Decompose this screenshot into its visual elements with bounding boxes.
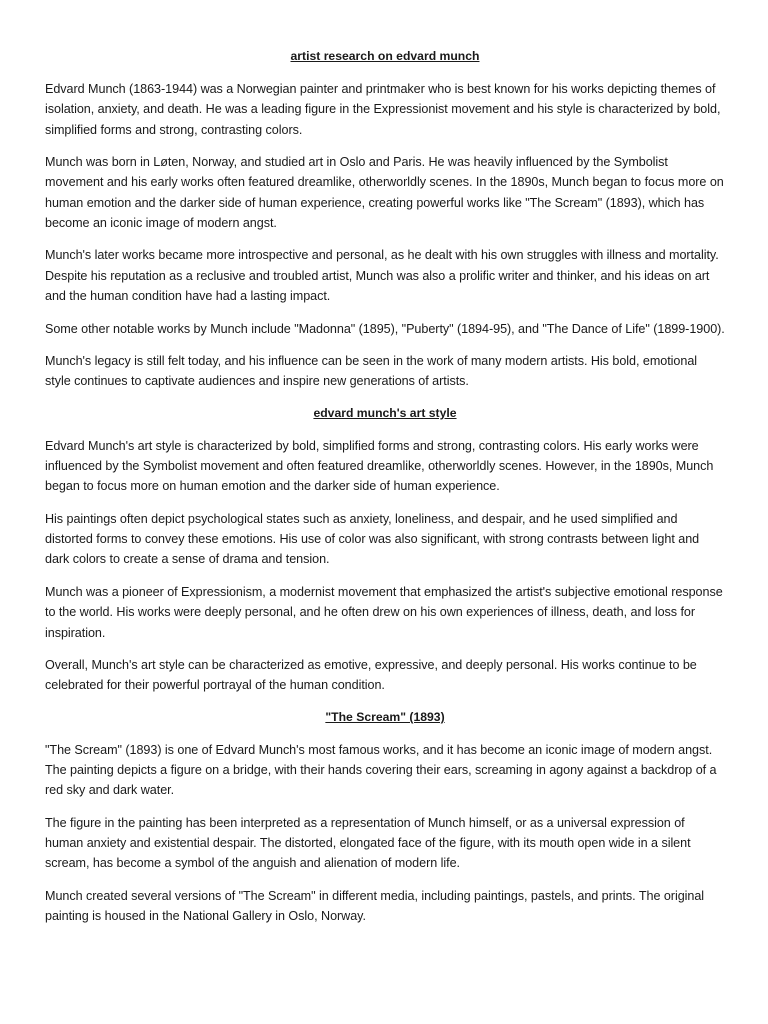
document-page [45,47,725,939]
paragraph: Munch's later works became more introspective and personal, as he dealt with his own struggles with illness and mortality. Despite his reputation as a reclusive and troubled artist, Munch was also a prolific writer and thinker, and his ideas on art and the human condition have had a lasting impact. [45,248,719,304]
paragraph: Edvard Munch's art style is characterized by bold, simplified forms and strong, contrasting colors. His early works were influenced by the Symbolist movement and often featured dreamlike, otherworldly scenes. However, in the 1890s, Munch began to focus more on human emotion and the darker side of human experience. [45,438,714,494]
paragraph: Edvard Munch (1863-1944) was a Norwegian painter and printmaker who is best known for his works depicting themes of isolation, anxiety, and death. He was a leading figure in the Expressionist movement and his style is characterized by bold, simplified forms and strong, contrasting colors. [45,82,721,137]
section-heading: edvard munch's art style [313,405,457,420]
paragraph: "The Scream" (1893) is one of Edvard Munch's most famous works, and it has become an iconic image of modern angst. The painting depicts a figure on a bridge, with their hands covering their ears, screaming in agony against a backdrop of a red sky and dark water. [45,742,717,798]
paragraph: Munch's legacy is still felt today, and his influence can be seen in the work of many modern artists. His bold, emotional style continues to captivate audiences and inspire new generations of artists. [45,354,698,389]
section-the-scream [45,708,725,927]
paragraph: Munch was a pioneer of Expressionism, a modernist movement that emphasized the artist's subjective emotional response to the world. His works were deeply personal, and he often drew on his own experiences of illness, death, and loss for inspiration. [45,584,723,640]
section-art-style [45,404,725,696]
paragraph: The figure in the painting has been interpreted as a representation of Munch himself, or as a universal expression of human anxiety and existential despair. The distorted, elongated face of the figure, with its mouth open wide in a silent scream, has become a symbol of the anguish and alienation of modern life. [45,815,691,871]
section-heading: artist research on edvard munch [290,49,480,63]
paragraph: Overall, Munch's art style can be characterized as emotive, expressive, and deeply personal. His works continue to be celebrated for their powerful portrayal of the human condition. [45,658,697,693]
section-heading: "The Scream" (1893) [325,709,445,724]
paragraph: Munch created several versions of "The Scream" in different media, including paintings, pastels, and prints. The original painting is housed in the National Gallery in Oslo, Norway. [45,888,705,924]
paragraph: His paintings often depict psychological states such as anxiety, loneliness, and despair, and he used simplified and distorted forms to convey these emotions. His use of color was also significant, with strong contrasts between light and dark colors to create a sense of drama and tension. [45,511,700,567]
section-artist-research [45,47,725,392]
paragraph: Some other notable works by Munch include "Madonna" (1895), "Puberty" (1894-95), and "The Dance of Life" (1899-1900). [45,321,725,336]
paragraph: Munch was born in Løten, Norway, and studied art in Oslo and Paris. He was heavily influenced by the Symbolist movement and his early works often featured dreamlike, otherworldly scenes. In the 1890s, Munch began to focus more on human emotion and the darker side of human experience, creating powerful works like "The Scream" (1893), which has become an iconic image of modern angst. [45,155,724,230]
